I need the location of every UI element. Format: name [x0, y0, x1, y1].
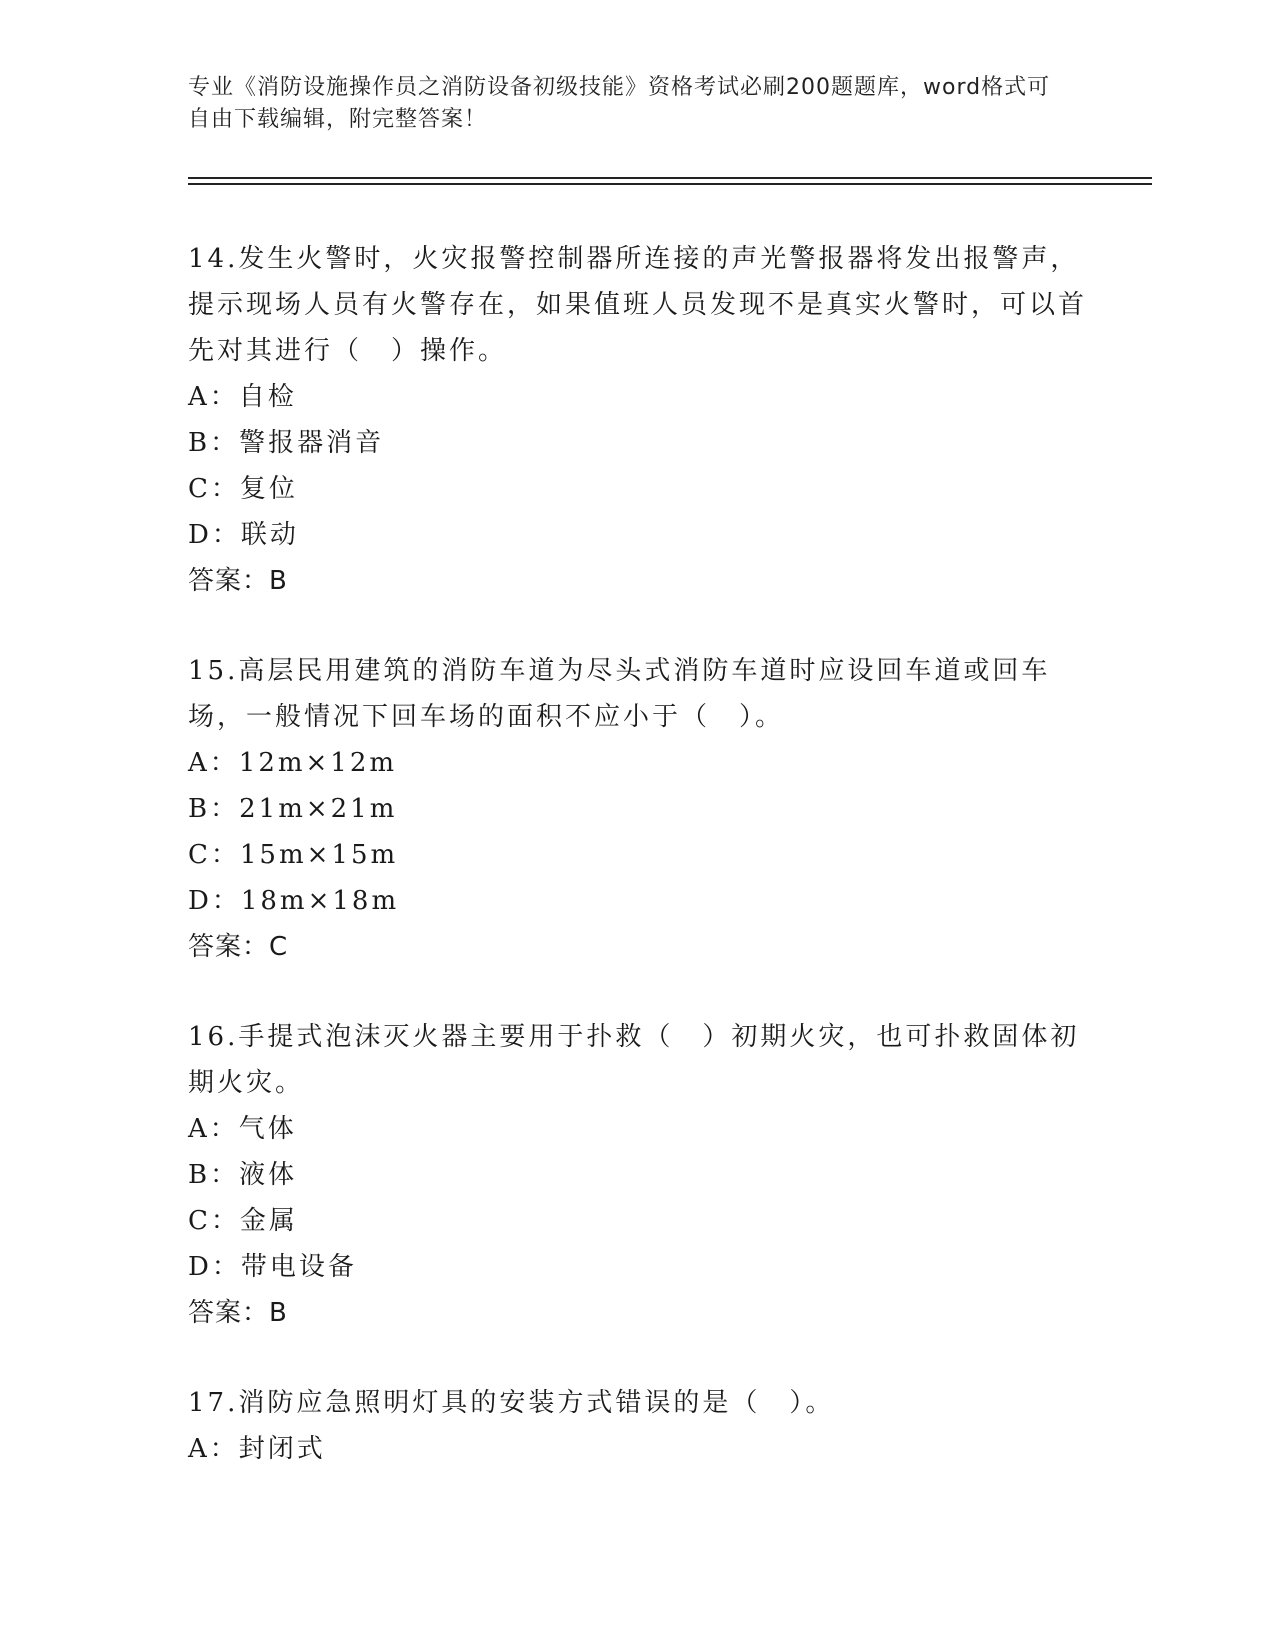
- option-c: C：复位: [188, 474, 298, 504]
- question-list: [188, 236, 1088, 1516]
- option-b: B：21m×21m: [188, 794, 398, 824]
- option-d: D：带电设备: [188, 1252, 357, 1282]
- option-a: A：12m×12m: [188, 748, 398, 778]
- header-rule-bottom: [188, 183, 1152, 185]
- question-15: [188, 648, 1088, 970]
- question-text: 14.发生火警时，火灾报警控制器所连接的声光警报器将发出报警声，提示现场人员有火警存在，如果值班人员发现不是真实火警时，可以首先对其进行（ ）操作。: [188, 244, 1088, 366]
- option-c: C：15m×15m: [188, 840, 399, 870]
- question-text: 16.手提式泡沫灭火器主要用于扑救（ ）初期火灾，也可扑救固体初期火灾。: [188, 1022, 1080, 1098]
- option-a: A：自检: [188, 382, 297, 412]
- option-c: C：金属: [188, 1206, 298, 1236]
- question-16: [188, 1014, 1088, 1336]
- option-a: A：封闭式: [188, 1434, 326, 1464]
- answer: 答案：B: [188, 566, 288, 596]
- header-rule-top: [188, 177, 1152, 179]
- question-17: [188, 1380, 1088, 1472]
- option-d: D：18m×18m: [188, 886, 400, 916]
- document-header: 专业《消防设施操作员之消防设备初级技能》资格考试必刷200题题库，word格式可自由下载编辑，附完整答案！: [188, 75, 1051, 132]
- option-b: B：液体: [188, 1160, 298, 1190]
- question-14: [188, 236, 1088, 604]
- option-a: A：气体: [188, 1114, 297, 1144]
- option-b: B：警报器消音: [188, 428, 385, 458]
- answer: 答案：C: [188, 932, 289, 962]
- question-text: 15.高层民用建筑的消防车道为尽头式消防车道时应设回车道或回车场，一般情况下回车场的面积不应小于（ ）。: [188, 656, 1051, 732]
- question-text: 17.消防应急照明灯具的安装方式错误的是（ ）。: [188, 1388, 835, 1418]
- answer: 答案：B: [188, 1298, 288, 1328]
- option-d: D：联动: [188, 520, 299, 550]
